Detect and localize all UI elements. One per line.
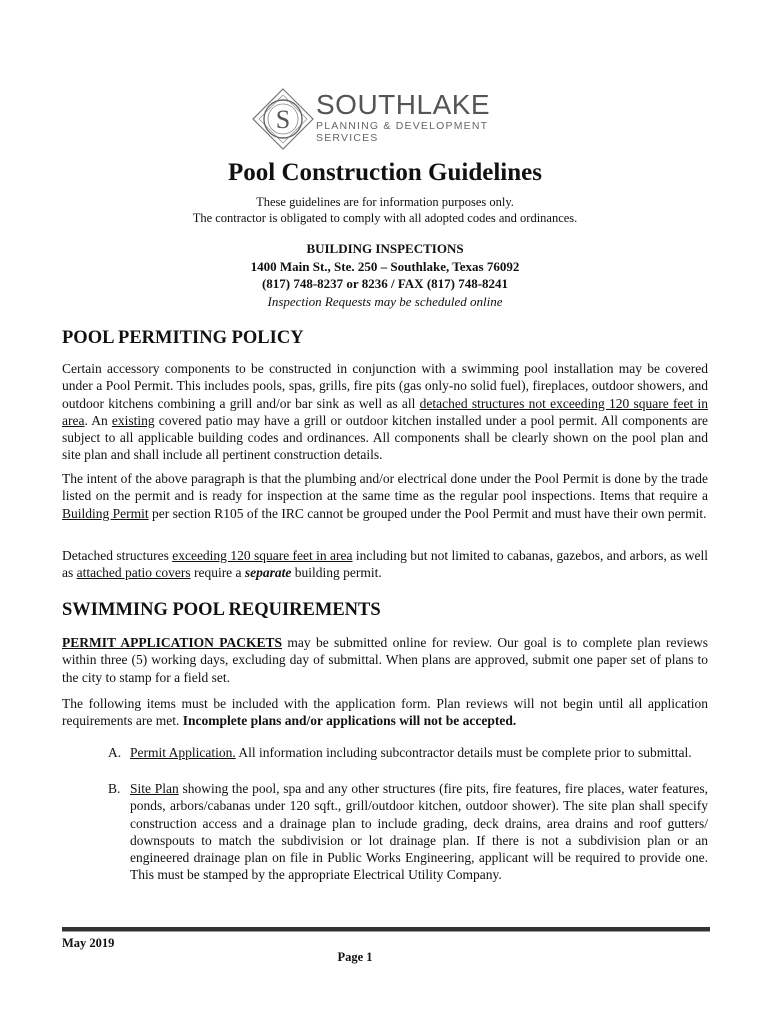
contact-note: Inspection Requests may be scheduled online bbox=[267, 293, 503, 309]
logo-subtitle-1: PLANNING & DEVELOPMENT bbox=[316, 120, 489, 132]
contact-address: 1400 Main St., Ste. 250 – Southlake, Texas 76092 bbox=[250, 258, 520, 274]
page-number: Page 1 bbox=[337, 950, 373, 964]
southlake-logo bbox=[252, 86, 522, 156]
list-letter: B. bbox=[108, 781, 121, 796]
list-letter: A. bbox=[108, 745, 122, 760]
section-heading-policy: POOL PERMITING POLICY bbox=[62, 328, 304, 348]
section-heading-requirements: SWIMMING POOL REQUIREMENTS bbox=[62, 600, 381, 620]
footer-date: May 2019 bbox=[62, 936, 115, 950]
policy-paragraph-3: Detached structures exceeding 120 square feet in area including but not limited to cabanas, gazebos, and arbors, as well as attached patio covers require a separate building permit. bbox=[62, 548, 708, 581]
contact-phone: (817) 748-8237 or 8236 / FAX (817) 748-8241 bbox=[261, 276, 509, 291]
logo-name: SOUTHLAKE bbox=[316, 89, 491, 120]
logo-subtitle-2: SERVICES bbox=[316, 132, 379, 144]
southlake-emblem-icon bbox=[252, 88, 314, 150]
disclaimer-line-2: The contractor is obligated to comply with all adopted codes and ordinances. bbox=[192, 211, 578, 225]
requirements-paragraph-1: PERMIT APPLICATION PACKETS may be submitted online for review. Our goal is to complete plan reviews within three (5) working days, excluding day of submittal. When plans are approved, submit one paper set of plans to the city to stamp for a field set. bbox=[62, 635, 708, 685]
page-title: Pool Construction Guidelines bbox=[228, 159, 542, 186]
policy-paragraph-1: Certain accessory components to be constructed in conjunction with a swimming pool installation may be covered under a Pool Permit. This includes pools, spas, grills, fire pits (gas only-no solid fuel), fireplaces, outdoor showers, and outdoor kitchens combining a grill and/or bar sink as well as all detached structures not exceeding 120 square feet in area. An existing covered patio may have a grill or outdoor kitchen installed under a pool permit. All components are subject to all applicable building codes and ordinances. All components shall be clearly shown on the pool plan and site plan and shall include all pertinent construction details. bbox=[62, 361, 708, 463]
footer-divider bbox=[62, 927, 710, 932]
contact-block bbox=[0, 240, 770, 310]
disclaimer-line-1: These guidelines are for information purposes only. bbox=[256, 195, 514, 209]
logo-monogram: S bbox=[275, 105, 291, 134]
contact-dept: BUILDING INSPECTIONS bbox=[306, 241, 464, 256]
requirements-paragraph-2: The following items must be included with the application form. Plan reviews will not begin until all application requirements are met. Incomplete plans and/or applications will not be accepted. bbox=[62, 696, 708, 729]
list-item: A. Permit Application. All information including subcontractor details must be complete prior to submittal. bbox=[108, 745, 692, 760]
disclaimer bbox=[0, 194, 770, 226]
policy-paragraph-2: The intent of the above paragraph is that the plumbing and/or electrical done under the Pool Permit is done by the trade listed on the permit and is ready for inspection at the same time as the regular pool inspections. Items that require a Building Permit per section R105 of the IRC cannot be grouped under the Pool Permit and must have their own permit. bbox=[62, 471, 708, 521]
list-item: B. Site Plan showing the pool, spa and any other structures (fire pits, fire features, fire places, water features, ponds, arbors/cabanas under 120 sqft., grill/outdoor kitchen, outdoor shower). The site plan shall specify construction access and a drainage plan to include grading, deck drains, area drains and roof gutters/ downspouts to match the subdivision or lot drainage plan. If there is not a subdivision plan or an engineered drainage plan on file in Public Works Engineering, applicant will be required to provide one. This must be stamped by the appropriate Electrical Utility Company. bbox=[108, 781, 708, 883]
